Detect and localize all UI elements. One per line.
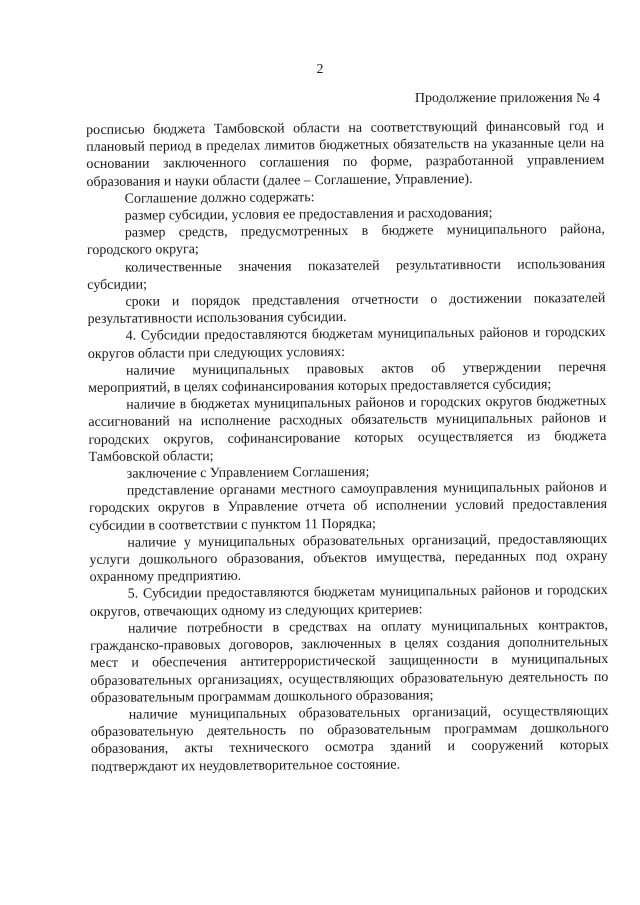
paragraph: наличие муниципальных правовых актов об утверждении перечня мероприятий, в целях софинансирования которых предоставляется субсидия; <box>88 359 607 397</box>
paragraph: размер средств, предусмотренных в бюджете муниципального района, городского округа; <box>86 222 605 259</box>
paragraph: представление органами местного самоуправления муниципальных районов и городских округов в Управление отчета об исполнении условий предоставления субсидии в соответствии с пунктом 11 Порядка; <box>88 480 608 534</box>
page-number: 2 <box>316 62 324 77</box>
section-4-paragraph: 4. Субсидии предоставляются бюджетам муниципальных районов и городских округов области при следующих условиях: <box>87 325 606 362</box>
appendix-continuation-note: Продолжение приложения № 4 <box>414 91 600 106</box>
paragraph: размер субсидии, условия ее предоставления и расходования; <box>124 205 493 224</box>
section-5-paragraph: 5. Субсидии предоставляются бюджетам муниципальных районов и городских округов, отвечающих одному из следующих критериев: <box>89 583 608 620</box>
paragraph: наличие в бюджетах муниципальных районов и городских округов бюджетных ассигнований на исполнение расходных обязательств муниципальных районов и городских округов, софинансирование которых осуществляется из бюджета Тамбовской области; <box>88 394 607 465</box>
paragraph: росписью бюджета Тамбовской области на соответствующий финансовый год и плановый период в пределах лимитов бюджетных обязательств на указанные цели на основании заключенного соглашения по форме, разработанной управлением образования и науки области (далее – Соглашение, Управление). <box>86 118 605 190</box>
paragraph: наличие муниципальных образовательных организаций, осуществляющих образовательную деятельность по образовательным программам дошкольного образования, акты технического осмотра зданий и сооружений которых подтверждают их неудовлетворительное состояние. <box>90 703 609 775</box>
paragraph: Соглашение должно содержать: <box>124 190 315 207</box>
paragraph: наличие у муниципальных образовательных организаций, предоставляющих услуги дошкольного образования, объектов имущества, переданных под охрану охранному предприятию. <box>89 531 608 586</box>
paragraph: количественные значения показателей результативности использования субсидии; <box>87 256 606 293</box>
paragraph: сроки и порядок представления отчетности о достижении показателей результативности использования субсидии. <box>87 290 606 328</box>
paragraph: заключение с Управлением Соглашения; <box>126 464 370 482</box>
document-body <box>86 118 609 776</box>
paragraph: наличие потребности в средствах на оплату муниципальных контрактов, гражданско-правовых договоров, заключенных в целях создания дополнительных мест и обеспечения антитеррористической защищенности в муниципальных образовательных организациях, осуществляющих образовательную деятельность по образовательным программам дошкольного образования; <box>90 617 609 706</box>
